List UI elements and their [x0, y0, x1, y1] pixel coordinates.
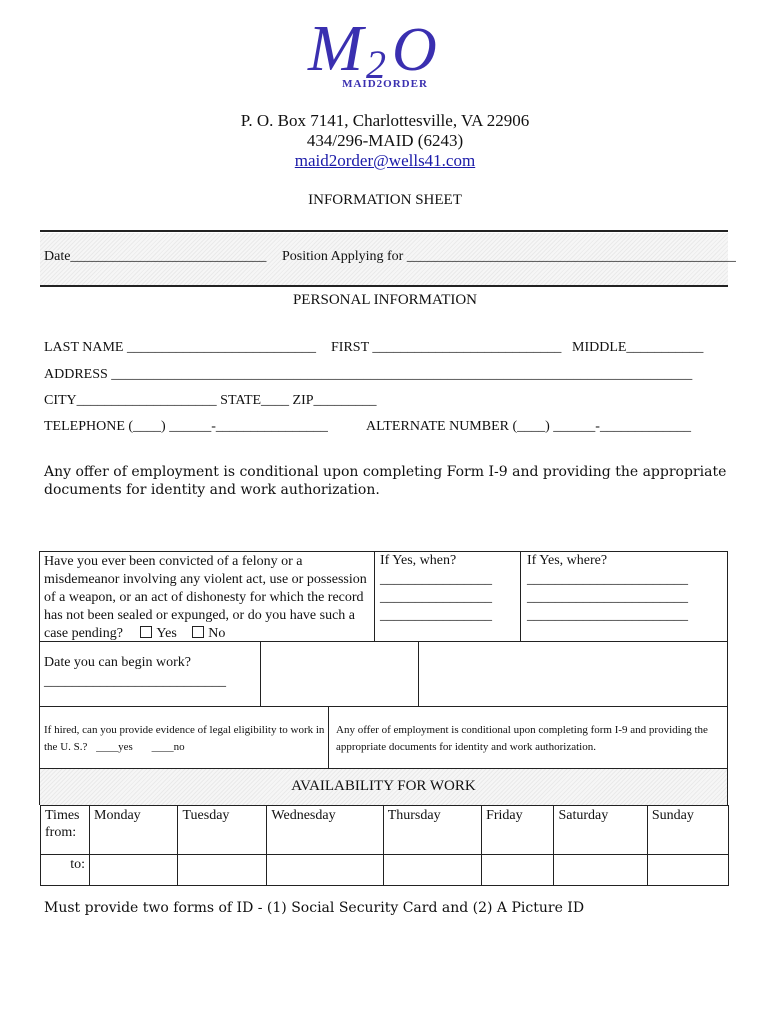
begin-work-label: Date you can begin work?	[44, 655, 191, 670]
felony-when-label: If Yes, when?	[380, 553, 457, 568]
company-email-link[interactable]: maid2order@wells41.com	[294, 151, 476, 170]
legal-question-text: If hired, can you provide evidence of legal eligibility to work in the U. S.?	[44, 724, 325, 753]
telephone-field[interactable]: TELEPHONE (____) ______-________________	[44, 419, 328, 434]
from-label: from:	[45, 825, 77, 840]
felony-question	[44, 553, 372, 643]
to-cell	[41, 855, 90, 886]
felony-where-label: If Yes, where?	[527, 553, 608, 568]
grid-rule-2	[39, 706, 728, 707]
last-name-field[interactable]: LAST NAME ___________________________	[44, 340, 316, 355]
position-field[interactable]: Position Applying for _______________________________________________	[282, 249, 736, 264]
grid-col-legal-right	[328, 706, 329, 769]
legal-no-field[interactable]: ____no	[151, 741, 185, 753]
address-field[interactable]: ADDRESS ___________________________________________________________________________________	[44, 367, 693, 382]
friday-label: Friday	[486, 808, 523, 823]
sunday-from-cell[interactable]	[647, 806, 728, 855]
saturday-label: Saturday	[558, 808, 609, 823]
felony-question-text: Have you ever been convicted of a felony or a misdemeanor involving any violent act, use or possession of a weapon, or an act of dishonesty for which the record has not been sealed or expunged, or do you have such a case pending?	[44, 554, 367, 641]
middle-name-field[interactable]: MIDDLE___________	[572, 340, 704, 355]
logo-tagline: MAID2ORDER	[342, 78, 428, 90]
id-requirement-note: Must provide two forms of ID - (1) Social Security Card and (2) A Picture ID	[44, 900, 585, 916]
sunday-to-cell[interactable]	[647, 855, 728, 886]
yes-label: Yes	[156, 626, 177, 641]
friday-to-cell[interactable]	[482, 855, 554, 886]
felony-where-line-2[interactable]: _______________________	[527, 590, 688, 605]
legal-eligibility-question	[44, 722, 326, 756]
thursday-from-cell[interactable]	[383, 806, 481, 855]
times-from-cell	[41, 806, 90, 855]
availability-from-row	[41, 806, 729, 855]
begin-work-field[interactable]: __________________________	[44, 674, 226, 689]
wednesday-label: Wednesday	[271, 808, 336, 823]
tuesday-label: Tuesday	[182, 808, 230, 823]
monday-to-cell[interactable]	[90, 855, 178, 886]
tuesday-from-cell[interactable]	[178, 806, 267, 855]
wednesday-to-cell[interactable]	[267, 855, 383, 886]
logo-letter-m: M	[308, 12, 363, 85]
monday-label: Monday	[94, 808, 141, 823]
availability-table	[40, 805, 729, 886]
logo-digit-2: 2	[366, 42, 386, 87]
grid-col-felony-right	[374, 551, 375, 641]
company-logo	[300, 8, 470, 93]
page-title: INFORMATION SHEET	[308, 192, 462, 208]
company-address: P. O. Box 7141, Charlottesville, VA 22906	[240, 111, 530, 130]
availability-heading: AVAILABILITY FOR WORK	[291, 778, 476, 794]
no-label: No	[208, 626, 226, 641]
date-field[interactable]: Date____________________________	[44, 249, 267, 264]
alternate-number-field[interactable]: ALTERNATE NUMBER (____) ______-_____________	[366, 419, 691, 434]
yes-checkbox[interactable]	[140, 626, 152, 638]
grid-col-begin-right	[260, 641, 261, 706]
wednesday-from-cell[interactable]	[267, 806, 383, 855]
availability-to-row	[41, 855, 729, 886]
thursday-label: Thursday	[387, 808, 441, 823]
date-row-bottom-rule	[40, 285, 728, 287]
felony-when-line-2[interactable]: ________________	[380, 590, 492, 605]
monday-from-cell[interactable]	[90, 806, 178, 855]
logo-letter-o: O	[392, 16, 437, 84]
legal-yes-field[interactable]: ____yes	[96, 741, 133, 753]
no-checkbox[interactable]	[192, 626, 204, 638]
felony-no-option[interactable]	[192, 626, 225, 641]
felony-where-line-1[interactable]: _______________________	[527, 572, 688, 587]
felony-where-line-3[interactable]: _______________________	[527, 608, 688, 623]
city-state-zip-field[interactable]: CITY____________________ STATE____ ZIP_________	[44, 393, 377, 408]
first-name-field[interactable]: FIRST ___________________________	[331, 340, 562, 355]
i9-notice: Any offer of employment is conditional upon completing Form I-9 and providing the appropriate documents for identity and work authorization.	[44, 464, 727, 498]
legal-notice: Any offer of employment is conditional upon completing form I-9 and providing the appropriate documents for identity and work authorization.	[336, 724, 708, 753]
saturday-to-cell[interactable]	[554, 855, 647, 886]
company-phone: 434/296-MAID (6243)	[306, 131, 464, 150]
personal-heading: PERSONAL INFORMATION	[292, 292, 478, 308]
sunday-label: Sunday	[651, 808, 694, 823]
tuesday-to-cell[interactable]	[178, 855, 267, 886]
to-label: to:	[70, 857, 85, 872]
grid-col-begin-right-2	[418, 641, 419, 706]
felony-when-line-1[interactable]: ________________	[380, 572, 492, 587]
felony-when-line-3[interactable]: ________________	[380, 608, 492, 623]
date-row-top-rule	[40, 230, 728, 232]
friday-from-cell[interactable]	[482, 806, 554, 855]
times-label: Times	[45, 808, 80, 823]
grid-col-when-right	[520, 551, 521, 641]
saturday-from-cell[interactable]	[554, 806, 647, 855]
thursday-to-cell[interactable]	[383, 855, 481, 886]
felony-yes-option[interactable]	[140, 626, 176, 641]
